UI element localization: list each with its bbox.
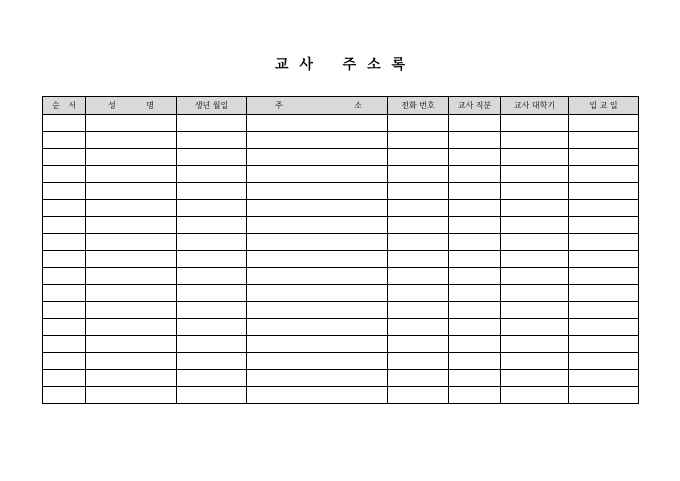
cell-university bbox=[501, 115, 569, 132]
cell-phone bbox=[388, 268, 449, 285]
cell-phone bbox=[388, 166, 449, 183]
cell-entry bbox=[569, 319, 639, 336]
table-row bbox=[43, 353, 639, 370]
cell-position bbox=[449, 387, 501, 404]
table-row bbox=[43, 387, 639, 404]
cell-address bbox=[247, 132, 388, 149]
table-row bbox=[43, 302, 639, 319]
cell-university bbox=[501, 132, 569, 149]
cell-entry bbox=[569, 336, 639, 353]
table-row bbox=[43, 319, 639, 336]
cell-university bbox=[501, 251, 569, 268]
cell-order bbox=[43, 387, 86, 404]
cell-position bbox=[449, 268, 501, 285]
cell-phone bbox=[388, 251, 449, 268]
cell-position bbox=[449, 132, 501, 149]
cell-name bbox=[86, 302, 177, 319]
cell-position bbox=[449, 115, 501, 132]
cell-entry bbox=[569, 285, 639, 302]
cell-entry bbox=[569, 183, 639, 200]
cell-name bbox=[86, 268, 177, 285]
cell-entry bbox=[569, 217, 639, 234]
cell-address bbox=[247, 268, 388, 285]
cell-order bbox=[43, 217, 86, 234]
cell-order bbox=[43, 302, 86, 319]
cell-name bbox=[86, 234, 177, 251]
header-position: 교사 직분 bbox=[449, 97, 501, 115]
cell-university bbox=[501, 319, 569, 336]
table-row bbox=[43, 251, 639, 268]
cell-entry bbox=[569, 387, 639, 404]
title-char: 주 bbox=[342, 57, 357, 73]
cell-name bbox=[86, 149, 177, 166]
cell-position bbox=[449, 200, 501, 217]
cell-position bbox=[449, 285, 501, 302]
cell-entry bbox=[569, 166, 639, 183]
cell-entry bbox=[569, 149, 639, 166]
cell-phone bbox=[388, 285, 449, 302]
cell-birth bbox=[177, 149, 247, 166]
cell-entry bbox=[569, 200, 639, 217]
cell-birth bbox=[177, 132, 247, 149]
cell-university bbox=[501, 149, 569, 166]
cell-name bbox=[86, 115, 177, 132]
cell-name bbox=[86, 251, 177, 268]
cell-birth bbox=[177, 115, 247, 132]
table-row bbox=[43, 132, 639, 149]
cell-address bbox=[247, 353, 388, 370]
cell-position bbox=[449, 370, 501, 387]
cell-position bbox=[449, 319, 501, 336]
cell-birth bbox=[177, 166, 247, 183]
cell-birth bbox=[177, 387, 247, 404]
cell-order bbox=[43, 149, 86, 166]
cell-order bbox=[43, 183, 86, 200]
cell-phone bbox=[388, 132, 449, 149]
table-row bbox=[43, 336, 639, 353]
table-row bbox=[43, 234, 639, 251]
cell-order bbox=[43, 166, 86, 183]
teacher-address-table bbox=[42, 96, 639, 404]
cell-phone bbox=[388, 302, 449, 319]
cell-address bbox=[247, 217, 388, 234]
cell-university bbox=[501, 217, 569, 234]
cell-position bbox=[449, 302, 501, 319]
title-char: 소 bbox=[367, 57, 381, 73]
cell-position bbox=[449, 183, 501, 200]
cell-address bbox=[247, 166, 388, 183]
cell-position bbox=[449, 336, 501, 353]
cell-address bbox=[247, 336, 388, 353]
cell-name bbox=[86, 217, 177, 234]
header-phone: 전화 번호 bbox=[388, 97, 449, 115]
cell-order bbox=[43, 353, 86, 370]
cell-order bbox=[43, 319, 86, 336]
cell-position bbox=[449, 251, 501, 268]
cell-address bbox=[247, 387, 388, 404]
cell-name bbox=[86, 387, 177, 404]
cell-order bbox=[43, 336, 86, 353]
cell-university bbox=[501, 200, 569, 217]
cell-name bbox=[86, 132, 177, 149]
table-body bbox=[43, 115, 639, 404]
cell-university bbox=[501, 285, 569, 302]
cell-phone bbox=[388, 149, 449, 166]
cell-phone bbox=[388, 387, 449, 404]
title-char: 교 bbox=[274, 57, 289, 73]
header-order-char: 서 bbox=[68, 101, 76, 110]
table-row bbox=[43, 115, 639, 132]
table-row bbox=[43, 217, 639, 234]
cell-entry bbox=[569, 234, 639, 251]
cell-address bbox=[247, 319, 388, 336]
table-row bbox=[43, 268, 639, 285]
cell-entry bbox=[569, 115, 639, 132]
cell-phone bbox=[388, 319, 449, 336]
cell-university bbox=[501, 302, 569, 319]
page-title bbox=[0, 54, 680, 74]
cell-birth bbox=[177, 251, 247, 268]
cell-order bbox=[43, 200, 86, 217]
cell-address bbox=[247, 200, 388, 217]
cell-university bbox=[501, 336, 569, 353]
cell-phone bbox=[388, 234, 449, 251]
cell-phone bbox=[388, 370, 449, 387]
cell-entry bbox=[569, 370, 639, 387]
cell-university bbox=[501, 166, 569, 183]
cell-birth bbox=[177, 336, 247, 353]
cell-address bbox=[247, 251, 388, 268]
cell-phone bbox=[388, 183, 449, 200]
cell-order bbox=[43, 370, 86, 387]
cell-university bbox=[501, 234, 569, 251]
cell-birth bbox=[177, 200, 247, 217]
cell-order bbox=[43, 132, 86, 149]
cell-birth bbox=[177, 234, 247, 251]
header-name-char: 성 bbox=[108, 101, 116, 110]
cell-phone bbox=[388, 200, 449, 217]
cell-entry bbox=[569, 132, 639, 149]
cell-entry bbox=[569, 251, 639, 268]
cell-entry bbox=[569, 353, 639, 370]
header-name bbox=[86, 97, 177, 115]
cell-order bbox=[43, 251, 86, 268]
cell-birth bbox=[177, 353, 247, 370]
cell-birth bbox=[177, 302, 247, 319]
table-row bbox=[43, 285, 639, 302]
header-order bbox=[43, 97, 86, 115]
cell-phone bbox=[388, 217, 449, 234]
cell-order bbox=[43, 234, 86, 251]
cell-position bbox=[449, 234, 501, 251]
cell-birth bbox=[177, 183, 247, 200]
header-name-char: 명 bbox=[146, 101, 154, 110]
cell-order bbox=[43, 285, 86, 302]
table-row bbox=[43, 370, 639, 387]
header-university: 교사 대학기 bbox=[501, 97, 569, 115]
cell-address bbox=[247, 285, 388, 302]
header-order-char: 순 bbox=[52, 101, 60, 110]
cell-name bbox=[86, 285, 177, 302]
cell-position bbox=[449, 166, 501, 183]
cell-name bbox=[86, 166, 177, 183]
cell-phone bbox=[388, 353, 449, 370]
cell-position bbox=[449, 353, 501, 370]
cell-address bbox=[247, 234, 388, 251]
cell-university bbox=[501, 353, 569, 370]
cell-order bbox=[43, 115, 86, 132]
cell-name bbox=[86, 353, 177, 370]
table-row bbox=[43, 149, 639, 166]
cell-position bbox=[449, 149, 501, 166]
cell-name bbox=[86, 200, 177, 217]
cell-university bbox=[501, 370, 569, 387]
title-char: 사 bbox=[299, 57, 313, 73]
cell-address bbox=[247, 149, 388, 166]
table-row bbox=[43, 183, 639, 200]
cell-name bbox=[86, 319, 177, 336]
cell-address bbox=[247, 302, 388, 319]
cell-birth bbox=[177, 319, 247, 336]
cell-name bbox=[86, 183, 177, 200]
cell-name bbox=[86, 336, 177, 353]
cell-order bbox=[43, 268, 86, 285]
cell-birth bbox=[177, 285, 247, 302]
header-entry: 입 교 일 bbox=[569, 97, 639, 115]
cell-address bbox=[247, 183, 388, 200]
title-char: 록 bbox=[391, 57, 406, 73]
cell-birth bbox=[177, 268, 247, 285]
header-birth: 생년 월일 bbox=[177, 97, 247, 115]
cell-phone bbox=[388, 336, 449, 353]
cell-university bbox=[501, 183, 569, 200]
cell-birth bbox=[177, 370, 247, 387]
table-row bbox=[43, 200, 639, 217]
header-address bbox=[247, 97, 388, 115]
cell-entry bbox=[569, 268, 639, 285]
cell-university bbox=[501, 387, 569, 404]
cell-name bbox=[86, 370, 177, 387]
cell-university bbox=[501, 268, 569, 285]
header-address-char: 주 bbox=[275, 101, 283, 110]
cell-birth bbox=[177, 217, 247, 234]
cell-entry bbox=[569, 302, 639, 319]
cell-position bbox=[449, 217, 501, 234]
header-row bbox=[43, 97, 639, 115]
cell-address bbox=[247, 370, 388, 387]
header-address-char: 소 bbox=[354, 101, 362, 110]
cell-address bbox=[247, 115, 388, 132]
table-row bbox=[43, 166, 639, 183]
cell-phone bbox=[388, 115, 449, 132]
